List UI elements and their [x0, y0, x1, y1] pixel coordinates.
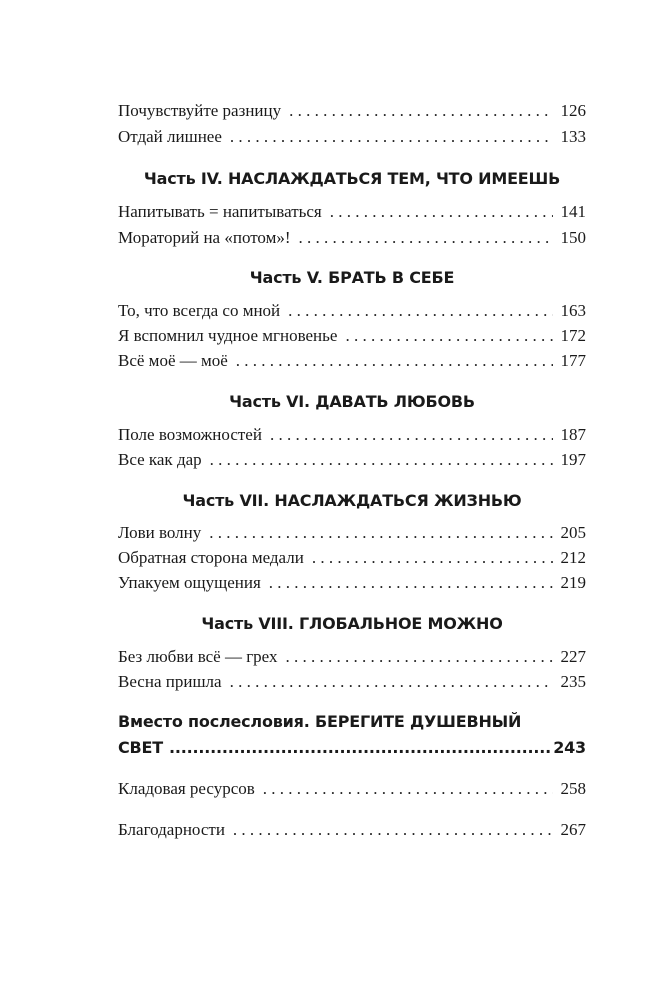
toc-entry-title: Поле возможностей	[118, 425, 262, 444]
toc-entry-page: 219	[560, 573, 586, 592]
afterword-page: 243	[553, 738, 586, 757]
dot-leader	[169, 735, 551, 761]
toc-entry[interactable]	[118, 776, 586, 802]
part-heading: Часть V. БРАТЬ В СЕБЕ	[249, 268, 455, 287]
dot-leader	[270, 422, 553, 448]
toc-entry[interactable]	[118, 323, 586, 349]
toc-entry[interactable]	[118, 644, 586, 670]
toc-entry-title: Благодарности	[118, 820, 225, 839]
toc-entry[interactable]	[118, 520, 586, 546]
toc-entry-page: 172	[560, 326, 586, 345]
toc-entry-page: 177	[560, 351, 586, 370]
dot-leader	[210, 447, 553, 473]
dot-leader	[209, 520, 552, 546]
toc-entry-page: 267	[560, 820, 586, 839]
toc-entry-title: Мораторий на «потом»!	[118, 228, 291, 247]
toc-entry-page: 227	[560, 647, 586, 666]
toc-entry[interactable]	[118, 348, 586, 374]
toc-entry-page: 197	[560, 450, 586, 469]
dot-leader	[286, 644, 553, 670]
toc-afterword-entry[interactable]	[118, 709, 586, 761]
toc-entry-page: 205	[560, 523, 586, 542]
dot-leader	[288, 298, 552, 324]
part-heading: Часть VIII. ГЛОБАЛЬНОЕ МОЖНО	[201, 614, 503, 633]
toc-entry[interactable]	[118, 98, 586, 124]
dot-leader	[233, 817, 553, 843]
dot-leader	[263, 776, 553, 802]
toc-entry-title: Напитывать = напитываться	[118, 202, 322, 221]
toc-entry[interactable]	[118, 669, 586, 695]
toc-entry-page: 258	[560, 779, 586, 798]
dot-leader	[299, 225, 553, 251]
toc-entry[interactable]	[118, 124, 586, 150]
dot-leader	[289, 98, 552, 124]
toc-entry-title: Лови волну	[118, 523, 202, 542]
toc-entry-title: Отдай лишнее	[118, 127, 222, 146]
part-heading: Часть VI. ДАВАТЬ ЛЮБОВЬ	[229, 392, 475, 411]
toc-entry[interactable]	[118, 199, 586, 225]
toc-entry[interactable]	[118, 817, 586, 843]
toc-entry-page: 235	[560, 672, 586, 691]
part-heading: Часть IV. НАСЛАЖДАТЬСЯ ТЕМ, ЧТО ИМЕЕШЬ	[143, 169, 561, 188]
toc-entry-page: 126	[560, 101, 586, 120]
dot-leader	[230, 124, 553, 150]
toc-entry[interactable]	[118, 545, 586, 571]
toc-entry-title: Без любви всё — грех	[118, 647, 278, 666]
toc-entry[interactable]	[118, 422, 586, 448]
dot-leader	[269, 570, 553, 596]
toc-entry-title: Упакуем ощущения	[118, 573, 261, 592]
toc-entry[interactable]	[118, 447, 586, 473]
dot-leader	[312, 545, 553, 571]
dot-leader	[236, 348, 553, 374]
toc-entry-page: 133	[560, 127, 586, 146]
toc-entry-page: 212	[560, 548, 586, 567]
afterword-title: Вместо послесловия. БЕРЕГИТЕ ДУШЕВНЫЙ	[118, 712, 522, 731]
toc-entry[interactable]	[118, 225, 586, 251]
afterword-title-end: СВЕТ	[118, 738, 163, 757]
toc-entry[interactable]	[118, 570, 586, 596]
toc-entry-title: Обратная сторона медали	[118, 548, 304, 567]
toc-entry-page: 187	[560, 425, 586, 444]
toc-entry-title: Почувствуйте разницу	[118, 101, 282, 120]
toc-entry-title: Кладовая ресурсов	[118, 779, 255, 798]
toc-entry-page: 150	[560, 228, 586, 247]
toc-entry-title: Весна пришла	[118, 672, 222, 691]
toc-entry-title: Я вспомнил чудное мгновенье	[118, 326, 338, 345]
toc-entry-title: То, что всегда со мной	[118, 301, 281, 320]
part-heading: Часть VII. НАСЛАЖДАТЬСЯ ЖИЗНЬЮ	[182, 491, 522, 510]
toc-entry-page: 163	[560, 301, 586, 320]
toc-entry-page: 141	[560, 202, 586, 221]
toc-entry-title: Всё моё — моё	[118, 351, 228, 370]
toc-entry-title: Все как дар	[118, 450, 202, 469]
toc-entry[interactable]	[118, 298, 586, 324]
dot-leader	[330, 199, 553, 225]
dot-leader	[230, 669, 553, 695]
dot-leader	[345, 323, 552, 349]
afterword-title-continued	[118, 735, 586, 761]
